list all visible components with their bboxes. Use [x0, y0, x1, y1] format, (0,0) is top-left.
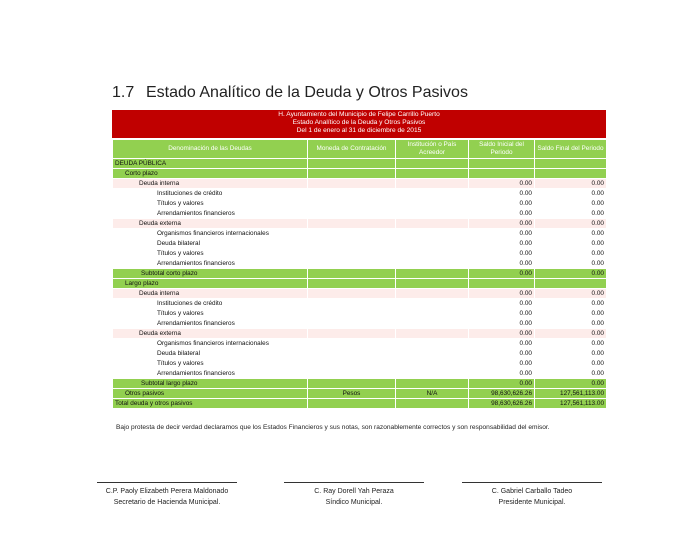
table-row: [113, 189, 607, 199]
row-institucion: N/A: [396, 389, 469, 399]
row-saldo-inicial: 0.00: [469, 339, 535, 349]
row-moneda: [308, 239, 396, 249]
row-saldo-inicial: 0.00: [469, 269, 535, 279]
table-row: [113, 209, 607, 219]
table-body: [113, 159, 607, 409]
banner-entity: H. Ayuntamiento del Municipio de Felipe Carrillo Puerto: [278, 111, 440, 118]
row-label: Deuda bilateral: [113, 239, 308, 249]
signature-line: [462, 482, 602, 483]
table-row: [113, 299, 607, 309]
table-row: [113, 179, 607, 189]
row-saldo-final: 0.00: [535, 219, 607, 229]
row-saldo-final: 127,561,113.00: [535, 399, 607, 409]
row-label: Títulos y valores: [113, 309, 308, 319]
row-saldo-final: 0.00: [535, 319, 607, 329]
row-moneda: [308, 309, 396, 319]
table-row: [113, 239, 607, 249]
row-institucion: [396, 329, 469, 339]
row-moneda: [308, 319, 396, 329]
row-label: Subtotal corto plazo: [113, 269, 308, 279]
row-moneda: [308, 249, 396, 259]
table-header-row: [113, 140, 607, 159]
row-saldo-inicial: 0.00: [469, 229, 535, 239]
signature-block-president: [462, 482, 602, 508]
row-saldo-final: 0.00: [535, 309, 607, 319]
signer-name: C. Gabriel Carballo Tadeo: [491, 488, 573, 495]
row-institucion: [396, 379, 469, 389]
table-row: [113, 159, 607, 169]
row-label: Deuda externa: [113, 329, 308, 339]
row-saldo-final: 0.00: [535, 189, 607, 199]
row-institucion: [396, 269, 469, 279]
signature-block-treasurer: [97, 482, 237, 508]
row-label: Otros pasivos: [113, 389, 308, 399]
row-label: Deuda interna: [113, 289, 308, 299]
row-saldo-inicial: [469, 279, 535, 289]
signature-block-sindico: [284, 482, 424, 508]
row-institucion: [396, 309, 469, 319]
row-institucion: [396, 229, 469, 239]
signature-line: [284, 482, 424, 483]
col-header-denominacion: Denominación de las Deudas: [113, 140, 308, 159]
row-label: Corto plazo: [113, 169, 308, 179]
row-institucion: [396, 249, 469, 259]
row-saldo-inicial: 0.00: [469, 359, 535, 369]
row-saldo-final: 0.00: [535, 339, 607, 349]
table-row: [113, 349, 607, 359]
row-saldo-final: 0.00: [535, 229, 607, 239]
row-institucion: [396, 159, 469, 169]
row-saldo-inicial: 0.00: [469, 219, 535, 229]
row-saldo-final: 0.00: [535, 289, 607, 299]
row-moneda: [308, 339, 396, 349]
row-saldo-final: [535, 159, 607, 169]
row-label: Organismos financieros internacionales: [113, 339, 308, 349]
table-row: [113, 309, 607, 319]
table-row: [113, 229, 607, 239]
row-institucion: [396, 209, 469, 219]
row-saldo-inicial: 0.00: [469, 259, 535, 269]
row-saldo-final: 0.00: [535, 329, 607, 339]
table-row: [113, 359, 607, 369]
row-saldo-inicial: 0.00: [469, 319, 535, 329]
row-saldo-inicial: 0.00: [469, 239, 535, 249]
row-saldo-final: [535, 169, 607, 179]
table-row: [113, 379, 607, 389]
row-saldo-inicial: 0.00: [469, 249, 535, 259]
row-saldo-inicial: 0.00: [469, 289, 535, 299]
row-saldo-final: 0.00: [535, 239, 607, 249]
col-header-institucion: Institución o País Acreedor: [396, 140, 469, 159]
table-row: [113, 389, 607, 399]
row-saldo-inicial: 98,630,626.26: [469, 399, 535, 409]
row-label: Arrendamientos financieros: [113, 259, 308, 269]
row-label: Total deuda y otros pasivos: [113, 399, 308, 409]
row-saldo-final: 0.00: [535, 359, 607, 369]
row-moneda: [308, 259, 396, 269]
row-moneda: [308, 179, 396, 189]
banner-period: Del 1 de enero al 31 de diciembre de 2015: [296, 127, 422, 134]
row-label: Deuda externa: [113, 219, 308, 229]
row-saldo-inicial: 0.00: [469, 179, 535, 189]
row-label: Largo plazo: [113, 279, 308, 289]
row-institucion: [396, 399, 469, 409]
signer-title: Secretario de Hacienda Municipal.: [113, 499, 221, 506]
row-label: Deuda interna: [113, 179, 308, 189]
row-institucion: [396, 289, 469, 299]
row-institucion: [396, 239, 469, 249]
row-saldo-final: 0.00: [535, 299, 607, 309]
table-row: [113, 169, 607, 179]
row-moneda: Pesos: [308, 389, 396, 399]
row-institucion: [396, 319, 469, 329]
row-saldo-inicial: 0.00: [469, 299, 535, 309]
row-moneda: [308, 369, 396, 379]
row-moneda: [308, 219, 396, 229]
row-saldo-final: 0.00: [535, 369, 607, 379]
row-saldo-inicial: 0.00: [469, 309, 535, 319]
report-banner: [112, 110, 606, 139]
row-moneda: [308, 349, 396, 359]
row-label: Deuda bilateral: [113, 349, 308, 359]
row-label: DEUDA PÚBLICA: [113, 159, 308, 169]
table-row: [113, 249, 607, 259]
row-label: Títulos y valores: [113, 249, 308, 259]
row-saldo-final: 0.00: [535, 179, 607, 189]
row-saldo-inicial: 0.00: [469, 209, 535, 219]
row-institucion: [396, 339, 469, 349]
table-row: [113, 219, 607, 229]
row-saldo-inicial: [469, 169, 535, 179]
row-saldo-inicial: 0.00: [469, 379, 535, 389]
table-row: [113, 279, 607, 289]
debt-report: [112, 110, 606, 409]
table-row: [113, 259, 607, 269]
row-institucion: [396, 349, 469, 359]
table-row: [113, 199, 607, 209]
row-saldo-inicial: 98,630,626.26: [469, 389, 535, 399]
row-institucion: [396, 299, 469, 309]
debt-table: [112, 139, 607, 409]
section-heading: [112, 84, 468, 102]
row-moneda: [308, 269, 396, 279]
row-moneda: [308, 359, 396, 369]
section-title: Estado Analítico de la Deuda y Otros Pasivos: [146, 84, 468, 101]
row-institucion: [396, 359, 469, 369]
col-header-moneda: Moneda de Contratación: [308, 140, 396, 159]
table-row: [113, 369, 607, 379]
row-label: Títulos y valores: [113, 199, 308, 209]
table-row: [113, 399, 607, 409]
row-institucion: [396, 169, 469, 179]
row-institucion: [396, 189, 469, 199]
row-saldo-inicial: 0.00: [469, 329, 535, 339]
row-saldo-inicial: 0.00: [469, 369, 535, 379]
signature-line: [97, 482, 237, 483]
row-saldo-inicial: 0.00: [469, 189, 535, 199]
row-saldo-final: 0.00: [535, 209, 607, 219]
row-moneda: [308, 329, 396, 339]
row-moneda: [308, 299, 396, 309]
table-row: [113, 319, 607, 329]
signer-name: C.P. Paoly Elizabeth Perera Maldonado: [105, 488, 229, 495]
row-saldo-inicial: 0.00: [469, 349, 535, 359]
row-saldo-final: 0.00: [535, 269, 607, 279]
row-label: Instituciones de crédito: [113, 299, 308, 309]
banner-statement: Estado Analítico de la Deuda y Otros Pasivos: [292, 119, 426, 126]
row-saldo-final: 127,561,113.00: [535, 389, 607, 399]
row-moneda: [308, 399, 396, 409]
row-saldo-final: [535, 279, 607, 289]
row-saldo-inicial: 0.00: [469, 199, 535, 209]
section-number: 1.7: [112, 84, 135, 101]
row-label: Arrendamientos financieros: [113, 209, 308, 219]
row-moneda: [308, 169, 396, 179]
row-label: Arrendamientos financieros: [113, 319, 308, 329]
row-institucion: [396, 219, 469, 229]
row-institucion: [396, 369, 469, 379]
table-row: [113, 289, 607, 299]
row-moneda: [308, 199, 396, 209]
row-institucion: [396, 279, 469, 289]
row-label: Instituciones de crédito: [113, 189, 308, 199]
row-label: Títulos y valores: [113, 359, 308, 369]
col-header-saldo-inicial: Saldo Inicial del Periodo: [469, 140, 535, 159]
signer-name: C. Ray Dorell Yah Peraza: [314, 488, 394, 495]
row-moneda: [308, 189, 396, 199]
row-institucion: [396, 199, 469, 209]
row-saldo-inicial: [469, 159, 535, 169]
row-moneda: [308, 289, 396, 299]
table-row: [113, 339, 607, 349]
row-saldo-final: 0.00: [535, 199, 607, 209]
table-row: [113, 269, 607, 279]
row-label: Arrendamientos financieros: [113, 369, 308, 379]
signer-title: Síndico Municipal.: [325, 499, 383, 506]
row-institucion: [396, 179, 469, 189]
row-moneda: [308, 159, 396, 169]
row-label: Subtotal largo plazo: [113, 379, 308, 389]
row-saldo-final: 0.00: [535, 349, 607, 359]
col-header-saldo-final: Saldo Final del Periodo: [535, 140, 607, 159]
row-institucion: [396, 259, 469, 269]
declaration-text: Bajo protesta de decir verdad declaramos que los Estados Financieros y sus notas, son razonablemente correctos y son responsabilidad del emisor.: [116, 424, 550, 431]
row-moneda: [308, 209, 396, 219]
row-moneda: [308, 229, 396, 239]
row-moneda: [308, 379, 396, 389]
table-row: [113, 329, 607, 339]
row-label: Organismos financieros internacionales: [113, 229, 308, 239]
row-saldo-final: 0.00: [535, 259, 607, 269]
row-moneda: [308, 279, 396, 289]
row-saldo-final: 0.00: [535, 249, 607, 259]
signer-title: Presidente Municipal.: [498, 499, 566, 506]
row-saldo-final: 0.00: [535, 379, 607, 389]
